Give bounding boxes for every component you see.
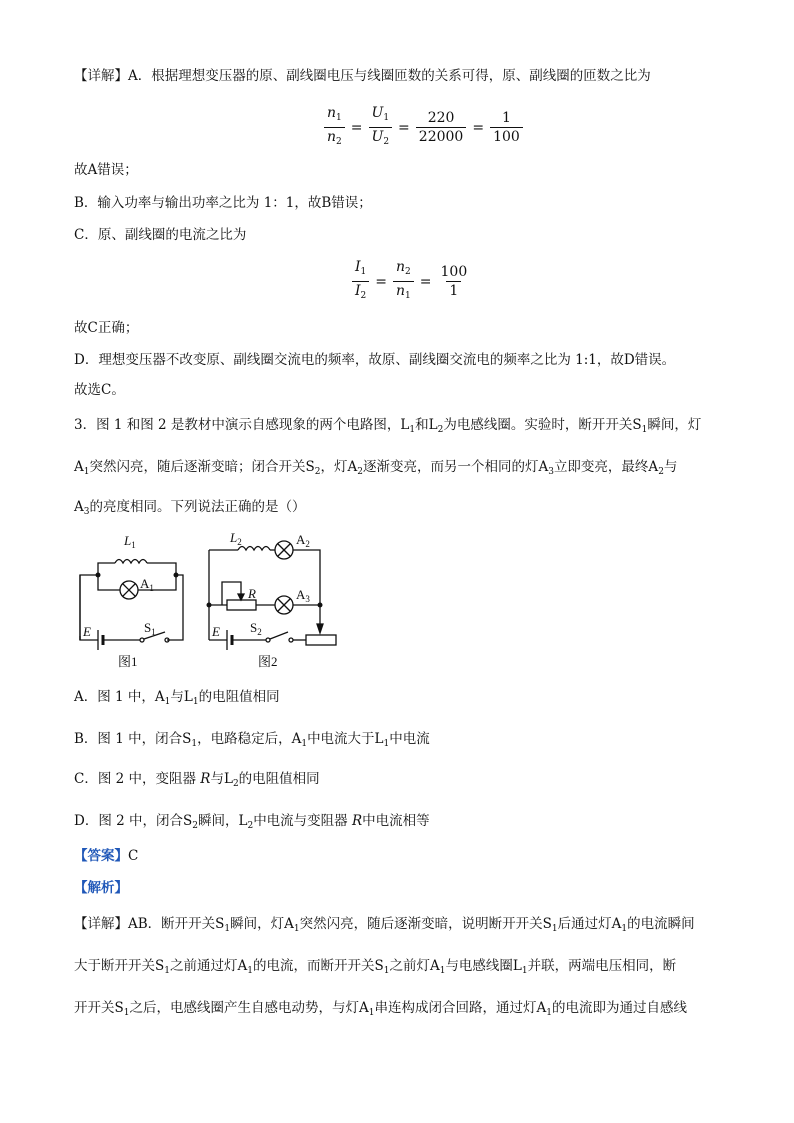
question-3-line-3: $A_3$的亮度相同。下列说法正确的是（） (74, 499, 306, 517)
svg-text:A2: $A_2$ (296, 532, 310, 549)
answer-label: 【答案】 (74, 848, 128, 864)
detail-label: 【详解】 (74, 68, 128, 84)
equation-current-ratio: $\frac{I_1}{I_2}$ = $\frac{n_2}{n_1}$ = $\frac{100}{1}$ (350, 258, 472, 305)
option-c: C．图 2 中，变阻器 R与$L_2$的电阻值相同 (74, 771, 320, 789)
analysis-heading: 【解析】 (74, 880, 128, 896)
svg-text:L1: $L_1$ (124, 533, 136, 550)
label-A1: A (140, 576, 150, 591)
text-line: D．理想变压器不改变原、副线圈交流电的频率，故原、副线圈交流电的频率之比为 1:1，故D错误。 (74, 352, 676, 368)
label-E2: E (212, 624, 220, 639)
label-L2: L (230, 530, 238, 545)
analysis-line-3: 开开关$S_1$之后，电感线圈产生自感电动势，与灯$A_1$串连构成闭合回路，通过灯$A_1$的电流即为通过自感线 (74, 1000, 687, 1018)
question-3-line-1: 3．图 1 和图 2 是教材中演示自感现象的两个电路图，$L_1$和$L_2$为电感线圈。实验时，断开开关$S_1$瞬间，灯 (74, 417, 702, 435)
question-3-line-2: $A_1$突然闪亮，随后逐渐变暗；闭合开关$S_2$，灯$A_2$逐渐变亮，而另一个相同的灯$A_3$立即变亮，最终$A_2$与 (74, 459, 678, 477)
label-S2: S (250, 620, 258, 635)
text-line: 故A错误； (74, 162, 138, 178)
svg-text:S2: $S_2$ (250, 620, 262, 637)
label-R: R (248, 586, 256, 601)
fig1-caption: 图1 (118, 654, 138, 669)
text-line: B．输入功率与输出功率之比为 1：1，故B错误； (74, 195, 372, 211)
fig2-caption: 图2 (258, 654, 278, 669)
text-line: C．原、副线圈的电流之比为 (74, 227, 247, 243)
label-E: E (83, 624, 91, 639)
equation-turns-ratio: $\frac{n_1}{n_2}$ = $\frac{U_1}{U_2}$ = $\frac{220}{22000}$ = $\frac{1}{100}$ (322, 104, 525, 151)
svg-text:A3: $A_3$ (296, 587, 310, 604)
analysis-line-2: 大于断开开关$S_1$之前通过灯$A_1$的电流，而断开开关$S_1$之前灯$A_1$与电感线圈$L_1$并联，两端电压相同，断 (74, 958, 677, 976)
circuit-figure (70, 528, 350, 673)
option-b: B．图 1 中，闭合$S_1$，电路稳定后，$A_1$中电流大于$L_1$中电流 (74, 731, 430, 749)
answer-value: C (128, 848, 139, 864)
svg-text:S1: $S_1$ (144, 620, 156, 637)
svg-text:A1: $A_1$ (140, 576, 154, 593)
detail-line-a: 【详解】A．根据理想变压器的原、副线圈电压与线圈匝数的关系可得，原、副线圈的匝数之比为 (74, 68, 651, 84)
label-S1: S (144, 620, 152, 635)
option-d: D．图 2 中，闭合$S_2$瞬间，$L_2$中电流与变阻器 R中电流相等 (74, 813, 430, 831)
answer-line (74, 846, 138, 866)
svg-text:L2: $L_2$ (230, 530, 242, 547)
option-a: A．图 1 中，$A_1$与$L_1$的电阻值相同 (74, 689, 280, 707)
analysis-line-1: 【详解】AB．断开开关$S_1$瞬间，灯$A_1$突然闪亮，随后逐渐变暗，说明断开开关$S_1$后通过灯$A_1$的电流瞬间 (74, 916, 695, 934)
text-line: 故C正确； (74, 320, 139, 336)
text-line: 故选C。 (74, 382, 125, 398)
label-A3: A (296, 587, 306, 602)
label-L1: L (124, 533, 132, 548)
label-A2: A (296, 532, 306, 547)
